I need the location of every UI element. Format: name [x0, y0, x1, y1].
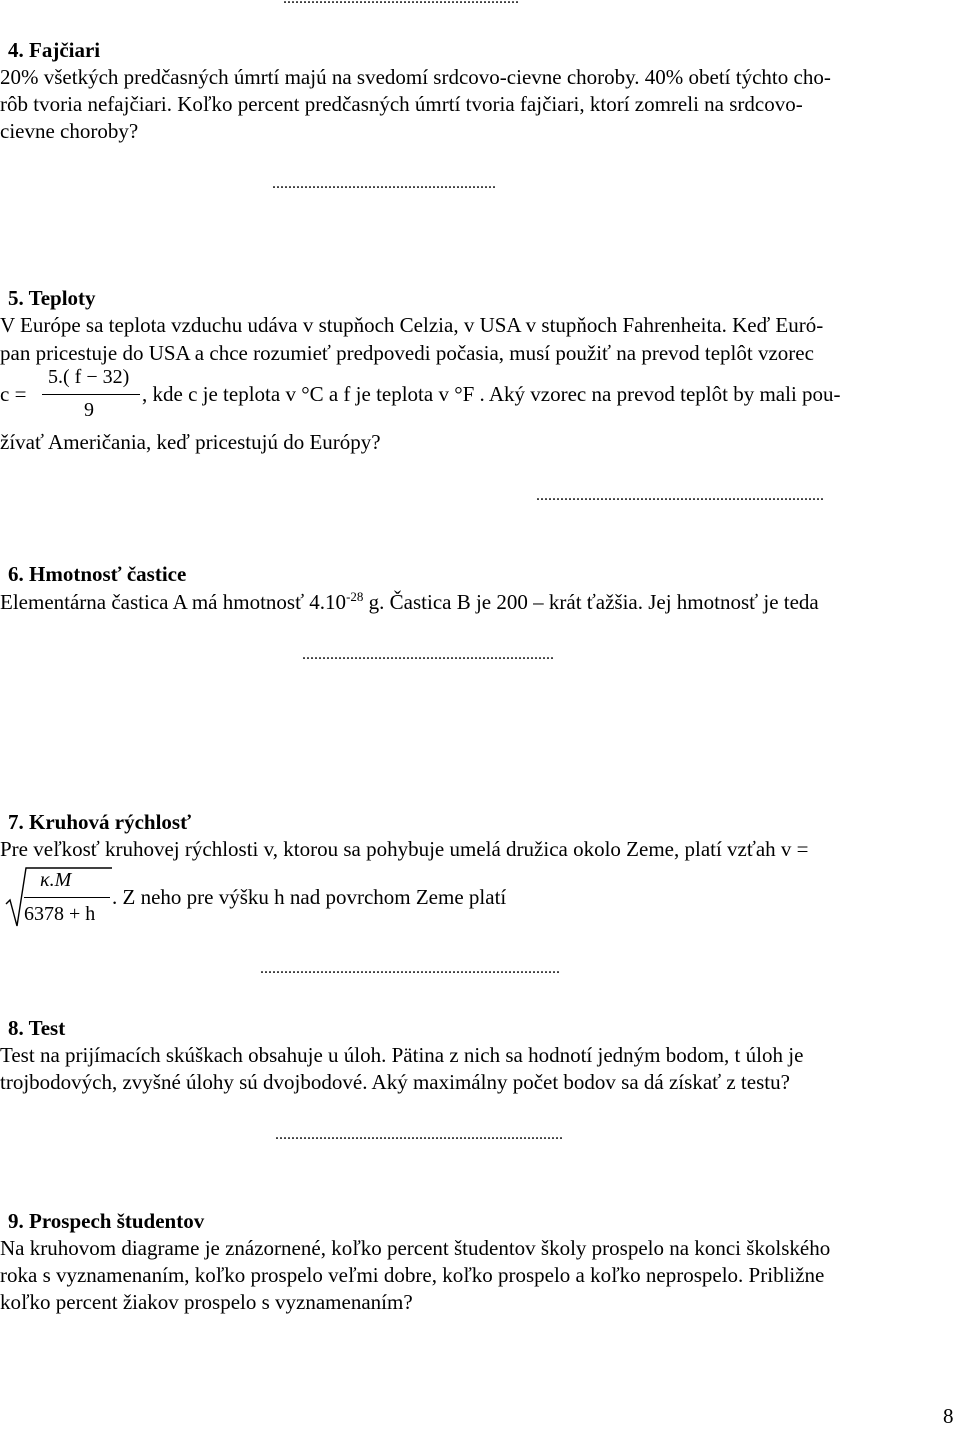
q8-answer-line: ........................................................................: [275, 1126, 563, 1143]
q9-text-line-3: koľko percent žiakov prospelo s vyznamenaním?: [0, 1290, 413, 1314]
q9-text-line-1: Na kruhovom diagrame je znázornené, koľko percent študentov školy prospelo na konci školského: [0, 1236, 831, 1260]
q6-answer-line: ...............................................................: [302, 646, 554, 663]
q7-formula-denominator: 6378 + h: [24, 903, 96, 925]
q5-heading: 5. Teploty: [8, 286, 96, 310]
q5-c-equals: c =: [0, 382, 27, 406]
q6-text-part-a: Elementárna častica A má hmotnosť 4.10: [0, 590, 347, 614]
q6-heading: 6. Hmotnosť častice: [8, 562, 187, 586]
q5-text-line-4: žívať Američania, keď pricestujú do Európy?: [0, 430, 381, 454]
q7-formula-numerator: κ.M: [40, 869, 72, 891]
q6-exponent: -28: [346, 589, 364, 604]
q4-text-line-3: cievne choroby?: [0, 119, 139, 143]
answer-line-top: [283, 0, 519, 8]
q6-text-line: [0, 589, 819, 615]
q5-text-line-3: , kde c je teplota v °C a f je teplota v °F . Aký vzorec na prevod teplôt by mali pou-: [142, 382, 841, 406]
q4-heading: 4. Fajčiari: [8, 38, 101, 62]
q5-fraction-bar: [42, 394, 140, 395]
q7-text-line-2: . Z neho pre výšku h nad povrchom Zeme platí: [112, 885, 507, 909]
q5-text-line-2: pan pricestuje do USA a chce rozumieť predpovedi počasia, musí použiť na prevod teplôt vzorec: [0, 341, 814, 365]
page-number: 8: [943, 1404, 954, 1428]
q7-answer-line: ...........................................................................: [260, 960, 560, 977]
q8-text-line-2: trojbodových, zvyšné úlohy sú dvojbodové. Aký maximálny počet bodov sa dá získať z testu?: [0, 1070, 790, 1094]
q7-heading: 7. Kruhová rýchlosť: [8, 810, 192, 834]
q9-heading: 9. Prospech študentov: [8, 1209, 205, 1233]
q4-text-line-2: rôb tvoria nefajčiari. Koľko percent predčasných úmrtí tvoria fajčiari, ktorí zomreli na srdcovo-: [0, 92, 803, 116]
q5-formula-numerator: 5.( f − 32): [48, 366, 130, 388]
q7-fraction-bar: [24, 897, 110, 898]
q9-text-line-2: roka s vyznamenaním, koľko prospelo veľmi dobre, koľko prospelo a koľko neprospelo. Približne: [0, 1263, 825, 1287]
q8-text-line-1: Test na prijímacích skúškach obsahuje u úloh. Pätina z nich sa hodnotí jedným bodom, t úloh je: [0, 1043, 804, 1067]
q5-text-line-1: V Európe sa teplota vzduchu udáva v stupňoch Celzia, v USA v stupňoch Fahrenheita. Keď Euró-: [0, 313, 824, 337]
q6-text-part-b: g. Častica B je 200 – krát ťažšia. Jej hmotnosť je teda: [363, 590, 819, 614]
q5-formula-denominator: 9: [84, 399, 94, 421]
q4-answer-line: ........................................................: [272, 175, 496, 192]
q8-heading: 8. Test: [8, 1016, 66, 1040]
q5-answer-line: ........................................................................: [536, 487, 824, 504]
q7-text-line-1: Pre veľkosť kruhovej rýchlosti v, ktorou sa pohybuje umelá družica okolo Zeme, platí vzťah v =: [0, 837, 809, 861]
q4-text-line-1: 20% všetkých predčasných úmrtí majú na svedomí srdcovo-cievne choroby. 40% obetí týchto cho-: [0, 65, 831, 89]
